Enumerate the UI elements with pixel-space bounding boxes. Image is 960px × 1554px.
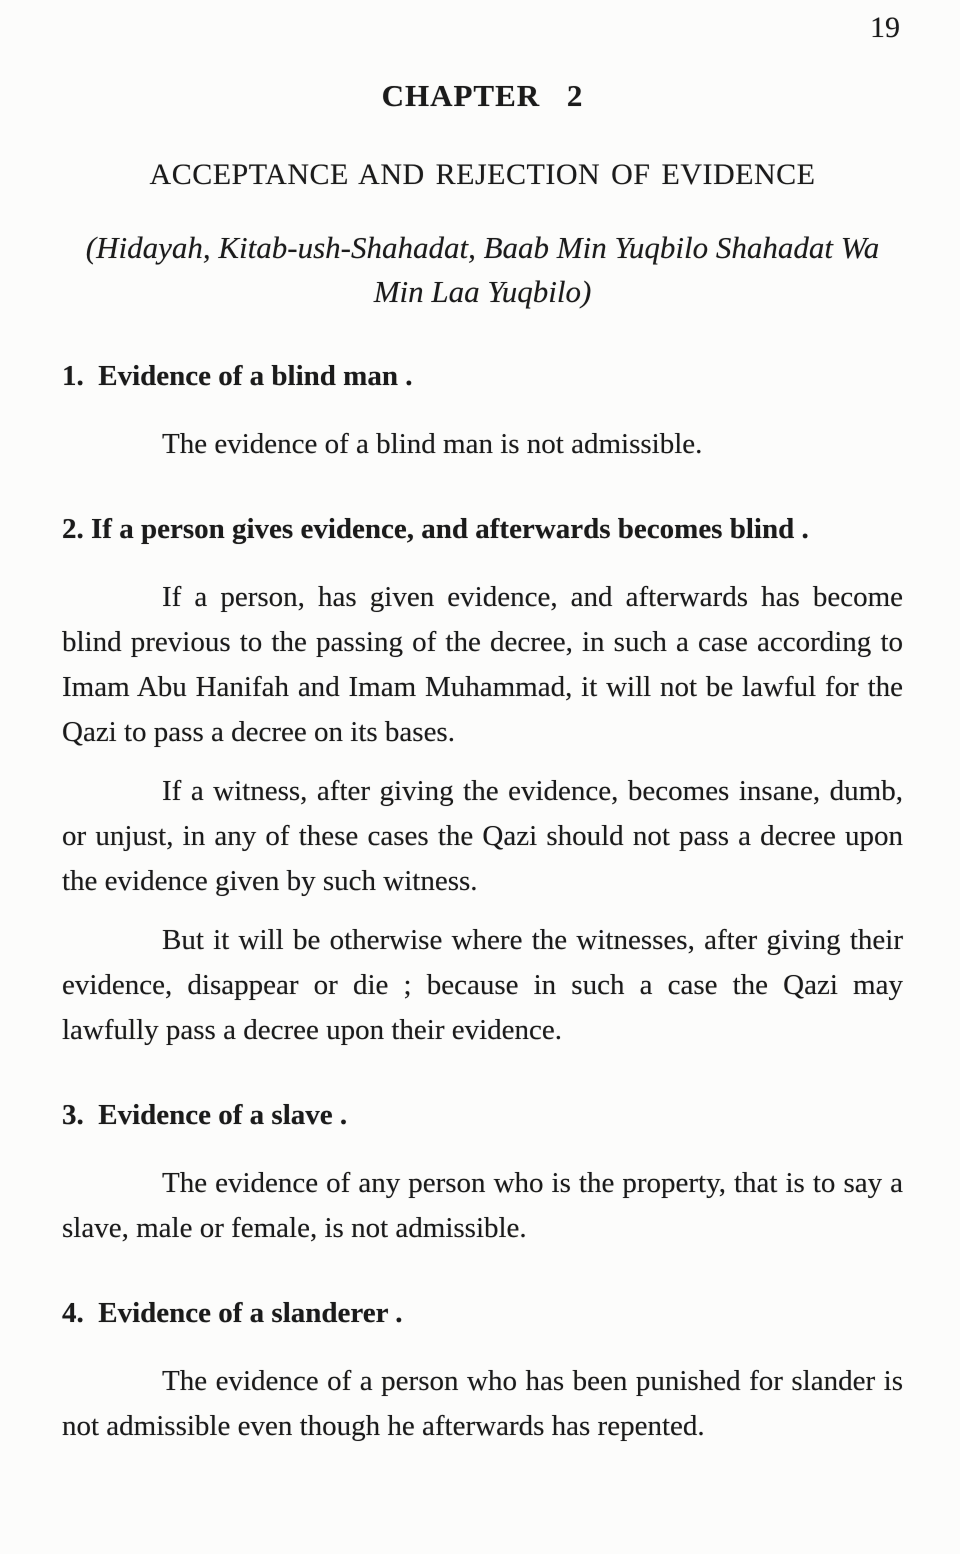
section-heading-3: 3. Evidence of a slave .: [62, 1099, 348, 1131]
citation: [62, 226, 903, 314]
section-heading-2: 2. If a person gives evidence, and afterwards becomes blind .: [62, 513, 809, 545]
paragraph: The evidence of a person who has been punished for slander is not admissible even though he afterwards has repented.: [62, 1365, 903, 1442]
chapter-heading: CHAPTER 2: [381, 78, 584, 113]
paragraph: The evidence of a blind man is not admissible.: [162, 428, 703, 460]
paragraph: If a witness, after giving the evidence, becomes insane, dumb, or unjust, in any of these cases the Qazi should not pass a decree upon the evidence given by such witness.: [62, 775, 903, 897]
section-heading-4: 4. Evidence of a slanderer .: [62, 1297, 403, 1329]
section-evidence-after-becoming-blind: [62, 511, 903, 1053]
citation-line-1: (Hidayah, Kitab-ush-Shahadat, Baab Min Yuqbilo Shahadat Wa: [85, 230, 880, 265]
citation-line-2: Min Laa Yuqbilo): [373, 274, 592, 309]
section-evidence-of-a-slave: [62, 1097, 903, 1251]
paragraph: The evidence of any person who is the property, that is to say a slave, male or female, is not admissible.: [62, 1167, 903, 1244]
page-number: 19: [870, 11, 900, 44]
paragraph: If a person, has given evidence, and afterwards has become blind previous to the passing of the decree, in such a case according to Imam Abu Hanifah and Imam Muhammad, it will not be lawful for the Qazi to pass a decree on its bases.: [62, 581, 903, 748]
paragraph: But it will be otherwise where the witnesses, after giving their evidence, disappear or die ; because in such a case the Qazi may lawfully pass a decree upon their evidence.: [62, 924, 903, 1046]
section-evidence-of-a-blind-man: [62, 358, 903, 467]
section-heading-1: 1. Evidence of a blind man .: [62, 360, 413, 392]
page-title: ACCEPTANCE AND REJECTION OF EVIDENCE: [149, 158, 816, 191]
section-evidence-of-a-slanderer: [62, 1295, 903, 1449]
